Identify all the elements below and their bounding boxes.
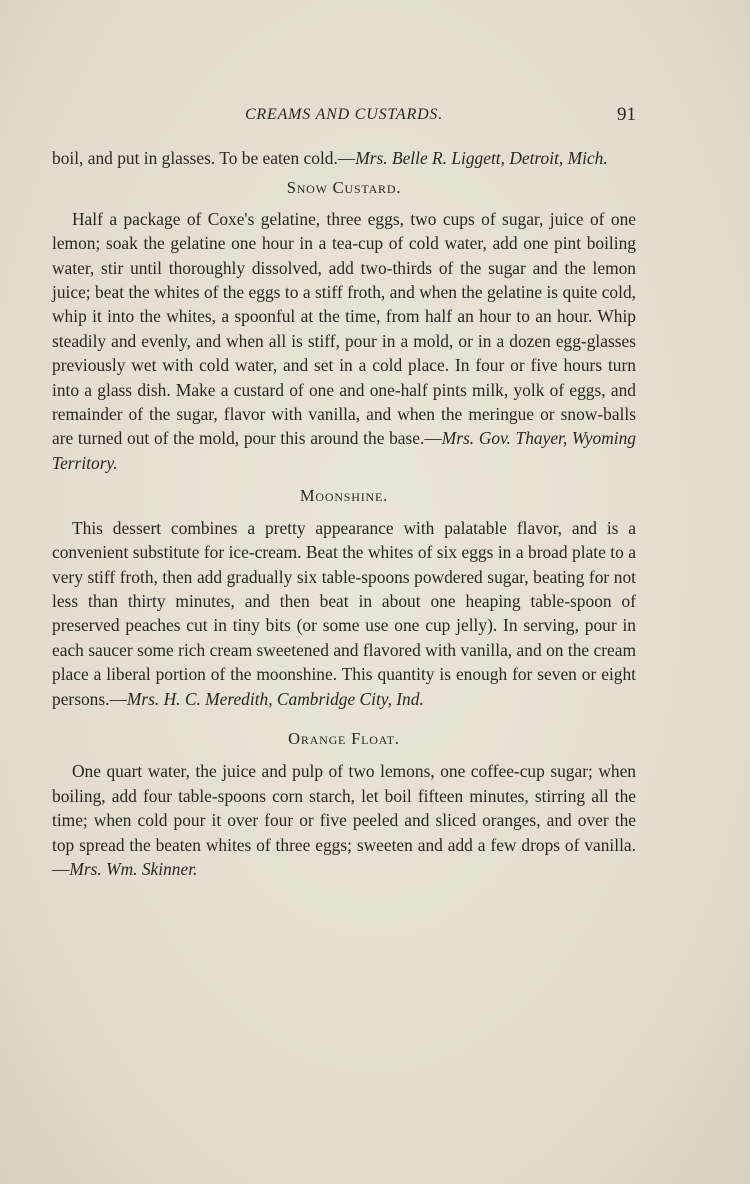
continuation-attribution: Mrs. Belle R. Liggett, Detroit, Mich. <box>355 148 608 168</box>
recipe-body: One quart water, the juice and pulp of two lemons, one coffee-cup sugar; when boiling, add four table-spoons corn starch, let boil fifteen minutes, stirring all the time; when cold pour it over four or five peeled and sliced oranges, and over the top spread the beaten whites of three eggs; sweeten and add a few drops of vanilla.— <box>52 761 636 879</box>
running-title: CREAMS AND CUSTARDS. <box>244 106 444 123</box>
recipe-text-snow-custard <box>52 207 636 475</box>
recipe-text-moonshine <box>52 516 636 711</box>
recipe-title-moonshine: Moonshine. <box>299 486 389 506</box>
running-head <box>52 104 636 128</box>
recipe-attribution: Mrs. Wm. Skinner. <box>69 858 198 879</box>
recipe-attribution: Mrs. Gov. Thayer, Wyoming Territory. <box>52 428 636 473</box>
recipe-body: This dessert combines a pretty appearance with palatable flavor, and is a convenient substitute for ice-cream. Beat the whites of six eggs in a broad plate to a very stiff froth, then add gradually six table-spoons powdered sugar, beating for not less than thirty minutes, and then beat in about one heaping table-spoon of preserved peaches cut in tiny bits (or some use one cup jelly). In serving, pour in each saucer some rich cream sweetened and flavored with vanilla, and on the cream place a liberal portion of the moonshine. This quantity is enough for seven or eight persons.— <box>52 517 636 709</box>
continuation-paragraph <box>52 146 636 170</box>
recipe-text-orange-float <box>52 759 636 881</box>
page-body <box>52 146 636 881</box>
page-number: 91 <box>617 104 636 125</box>
recipe-body: Half a package of Coxe's gelatine, three eggs, two cups of sugar, juice of one lemon; soak the gelatine one hour in a tea-cup of cold water, add one pint boiling water, stir until thoroughly dissolved, add two-thirds of the sugar and the lemon juice; beat the whites of the eggs to a stiff froth, and when the gelatine is quite cold, whip it into the whites, a spoonful at the time, from half an hour to an hour. Whip steadily and evenly, and when all is stiff, pour in a mold, or in a dozen egg-glasses previously wet with cold water, and set in a cold place. In four or five hours turn into a glass dish. Make a custard of one and one-half pints milk, yolk of eggs, and remainder of the sugar, flavor with vanilla, and when the meringue or snow-balls are turned out of the mold, pour this around the base.— <box>52 208 636 449</box>
continuation-text: boil, and put in glasses. To be eaten cold.— <box>52 148 356 168</box>
recipe-title-snow-custard: Snow Custard. <box>286 178 402 198</box>
recipe-title-orange-float: Orange Float. <box>288 728 400 748</box>
recipe-attribution: Mrs. H. C. Meredith, Cambridge City, Ind. <box>126 688 424 709</box>
